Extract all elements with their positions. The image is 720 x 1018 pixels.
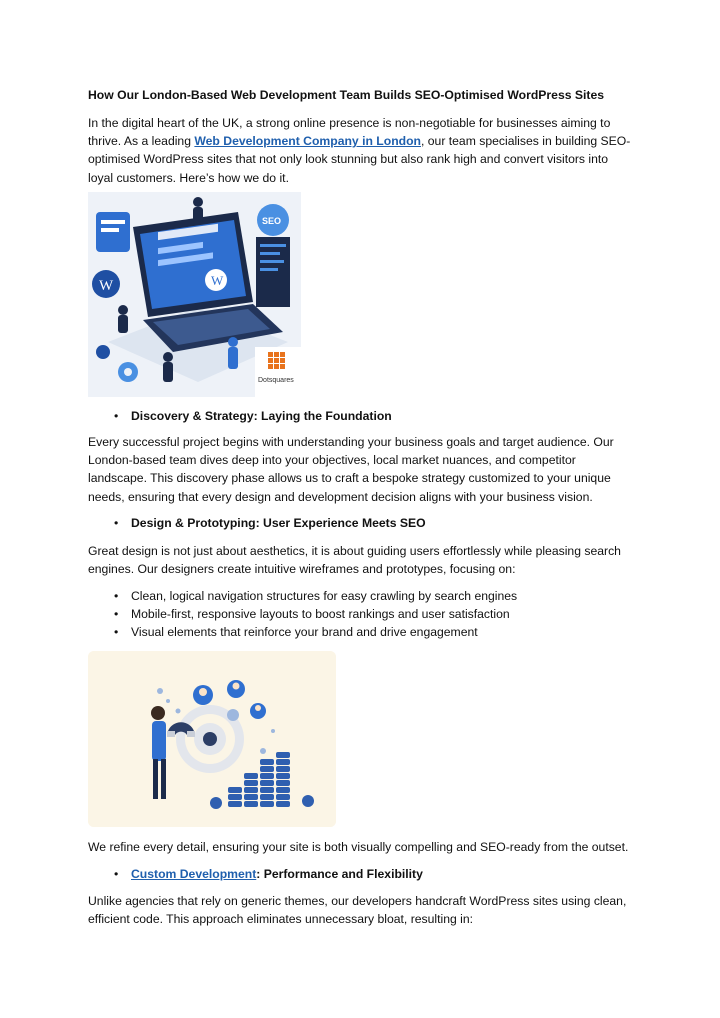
intro-text-after: , our team specialises in building SEO-optimised WordPress sites that not only look stunning but also rank high and convert visitors into loyal customers. Here’s how we do it. bbox=[88, 134, 631, 185]
section3-paragraph: Unlike agencies that rely on generic themes, our developers handcraft WordPress sites using clean, efficient code. This approach eliminates unnecessary bloat, resulting in: bbox=[88, 894, 627, 927]
bullet-icon: • bbox=[114, 625, 119, 639]
web-development-company-link[interactable]: Web Development Company in London bbox=[194, 134, 421, 149]
bullet-icon: • bbox=[114, 516, 119, 530]
seo-bubble-label: SEO bbox=[262, 216, 282, 226]
dotsquares-logo-text: Dotsquares bbox=[258, 377, 294, 384]
section3-heading-rest: : Performance and Flexibility bbox=[256, 867, 423, 881]
intro-paragraph bbox=[88, 114, 636, 187]
bullet-icon: • bbox=[114, 589, 119, 603]
svg-text:W: W bbox=[211, 273, 224, 288]
list-item-text: Mobile-first, responsive layouts to boost rankings and user satisfaction bbox=[131, 607, 510, 621]
bullet-icon: • bbox=[114, 607, 119, 621]
web-development-illustration bbox=[88, 192, 301, 397]
magnet-lead-illustration bbox=[88, 651, 336, 827]
section1-paragraph: Every successful project begins with understanding your business goals and target audience. Our London-based team dives deep into your objectives, local market nuances, and competitor landscape. This discovery phase allows us to craft a bespoke strategy customized to your unique needs, ensuring that every design and development decision aligns with your business vision. bbox=[88, 435, 614, 504]
section2-heading: Design & Prototyping: User Experience Meets SEO bbox=[131, 516, 426, 530]
after-image-paragraph: We refine every detail, ensuring your site is both visually compelling and SEO-ready from the outset. bbox=[88, 840, 629, 854]
custom-development-link[interactable]: Custom Development bbox=[131, 867, 257, 881]
svg-text:W: W bbox=[99, 278, 114, 294]
bullet-icon: • bbox=[114, 867, 119, 881]
list-item-text: Visual elements that reinforce your brand and drive engagement bbox=[131, 625, 478, 639]
bullet-icon: • bbox=[114, 409, 119, 423]
section1-heading: Discovery & Strategy: Laying the Foundation bbox=[131, 409, 392, 423]
section3-heading bbox=[131, 865, 423, 883]
list-item-text: Clean, logical navigation structures for easy crawling by search engines bbox=[131, 589, 518, 603]
intro-text-before: In the digital heart of the UK, a strong online presence is non-negotiable for businesses aiming to thrive. As a leading bbox=[88, 116, 611, 149]
document-title: How Our London-Based Web Development Team Builds SEO-Optimised WordPress Sites bbox=[88, 88, 605, 102]
section2-paragraph: Great design is not just about aesthetics, it is about guiding users effortlessly while pleasing search engines. Our designers create intuitive wireframes and prototypes, focusing on: bbox=[88, 544, 621, 577]
